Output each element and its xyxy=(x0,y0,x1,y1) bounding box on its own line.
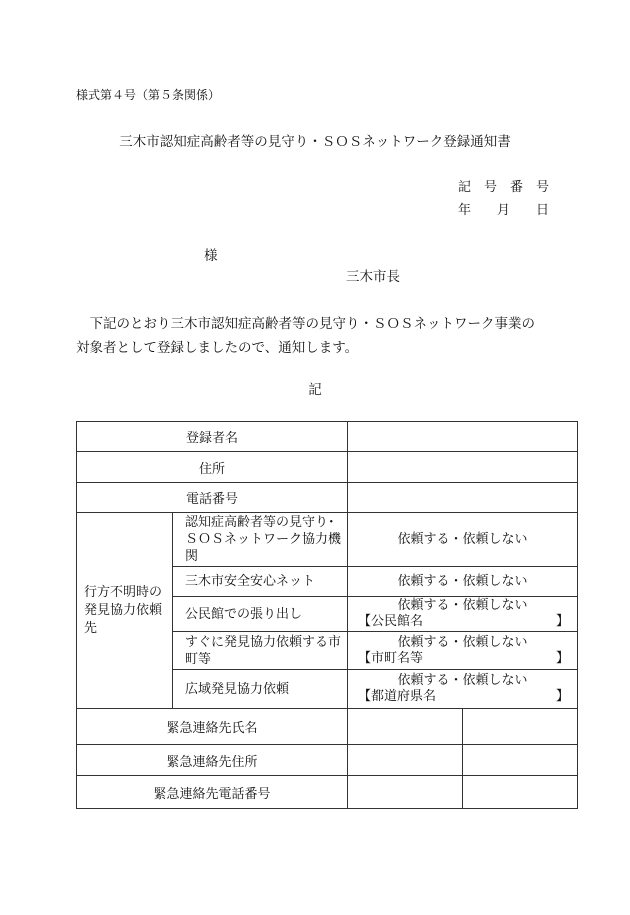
request-row-label: 認知症高齢者等の見守り･ＳＯＳネットワーク協力機関 xyxy=(173,513,348,567)
request-cell xyxy=(348,597,578,632)
emergency-phone-value-1[interactable] xyxy=(348,776,463,809)
request-row-label: 広域発見協力依頼 xyxy=(173,670,348,709)
emergency-phone-label: 緊急連絡先電話番号 xyxy=(77,776,348,809)
request-cell xyxy=(348,632,578,670)
table-row xyxy=(77,745,578,776)
bracket-field[interactable] xyxy=(348,689,577,705)
phone-value[interactable] xyxy=(348,483,578,513)
request-choice[interactable]: 依頼する・依頼しない xyxy=(397,598,528,613)
record-number: 記 号 番 号 xyxy=(458,180,550,195)
emergency-name-value-2[interactable] xyxy=(463,709,578,745)
body-text xyxy=(76,312,556,360)
form-number: 様式第４号（第５条関係） xyxy=(76,88,221,102)
bracket-field[interactable] xyxy=(348,651,577,667)
bracket-label: 【市町名等 xyxy=(358,650,424,666)
request-row-label: 公民館での張り出し xyxy=(173,597,348,632)
document-title: 三木市認知症高齢者等の見守り・ＳＯＳネットワーク登録通知書 xyxy=(119,134,511,150)
registrant-name-value[interactable] xyxy=(348,422,578,452)
ki-heading: 記 xyxy=(308,382,322,398)
emergency-address-label: 緊急連絡先住所 xyxy=(77,745,348,776)
table-row xyxy=(77,422,578,452)
emergency-name-value-1[interactable] xyxy=(348,709,463,745)
bracket-close: 】 xyxy=(555,614,569,629)
sender-name: 三木市長 xyxy=(346,269,400,285)
date-line: 年 月 日 xyxy=(458,203,550,218)
registration-table xyxy=(76,421,578,809)
address-label: 住所 xyxy=(77,452,348,483)
emergency-phone-value-2[interactable] xyxy=(463,776,578,809)
body-line-1: 下記のとおり三木市認知症高齢者等の見守り・ＳＯＳネットワーク事業の xyxy=(76,316,535,332)
emergency-address-value-2[interactable] xyxy=(463,745,578,776)
bracket-close: 】 xyxy=(555,650,569,666)
phone-label: 電話番号 xyxy=(77,483,348,513)
registrant-name-label: 登録者名 xyxy=(77,422,348,452)
body-line-2: 対象者として登録しましたので、通知します。 xyxy=(76,340,359,356)
request-choice[interactable]: 依頼する・依頼しない xyxy=(348,513,578,567)
address-value[interactable] xyxy=(348,452,578,483)
request-choice[interactable]: 依頼する・依頼しない xyxy=(397,673,528,688)
request-cell xyxy=(348,670,578,709)
table-row xyxy=(77,483,578,513)
request-row-label: 三木市安全安心ネット xyxy=(173,567,348,597)
table-row xyxy=(77,513,578,567)
table-row xyxy=(77,709,578,745)
table-row xyxy=(77,776,578,809)
bracket-label: 【公民館名 xyxy=(358,614,424,629)
table-row xyxy=(77,452,578,483)
bracket-field[interactable] xyxy=(348,614,577,630)
request-choice[interactable]: 依頼する・依頼しない xyxy=(397,634,528,650)
request-choice[interactable]: 依頼する・依頼しない xyxy=(348,567,578,597)
missing-group-label: 行方不明時の発見協力依頼先 xyxy=(77,513,173,709)
emergency-name-label: 緊急連絡先氏名 xyxy=(77,709,348,745)
request-row-label: すぐに発見協力依頼する市町等 xyxy=(173,632,348,670)
bracket-close: 】 xyxy=(555,689,569,704)
addressee-suffix: 様 xyxy=(204,248,218,264)
emergency-address-value-1[interactable] xyxy=(348,745,463,776)
bracket-label: 【都道府県名 xyxy=(358,689,437,704)
